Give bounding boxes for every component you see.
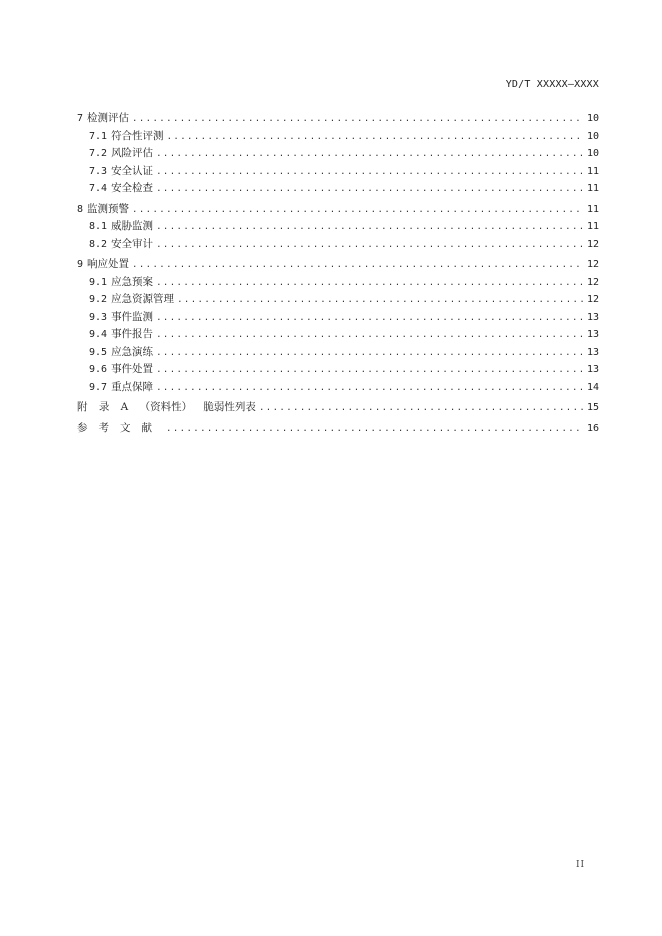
toc-entry[interactable] — [77, 110, 599, 128]
toc-entry-page: 10 — [586, 113, 599, 124]
toc-entry-number: 7.2 — [89, 148, 108, 159]
toc-entry-page: 12 — [586, 259, 599, 270]
toc-entry-page: 15 — [586, 402, 599, 413]
toc-entry-title: 响应处置 — [87, 258, 130, 270]
toc-entry[interactable] — [77, 128, 599, 146]
toc-entry-title: 威胁监测 — [111, 220, 154, 232]
table-of-contents — [77, 110, 599, 437]
toc-entry-references[interactable] — [77, 420, 599, 438]
toc-entry-page: 12 — [586, 238, 599, 250]
dot-leader — [132, 202, 584, 220]
toc-entry-page: 11 — [586, 165, 599, 177]
toc-entry-number: 9 — [77, 259, 84, 270]
dot-leader — [156, 380, 584, 398]
toc-entry-page: 10 — [586, 148, 599, 159]
toc-entry-page: 11 — [586, 221, 599, 232]
dot-leader — [132, 111, 584, 129]
toc-entry-number: 9.6 — [89, 364, 108, 375]
toc-entry-page: 13 — [586, 364, 599, 375]
toc-entry-title: 事件处置 — [111, 363, 154, 375]
toc-entry-title: 应急资源管理 — [111, 293, 175, 305]
dot-leader — [167, 129, 584, 147]
toc-entry-number: 9.2 — [89, 294, 108, 305]
toc-entry-title: 安全检查 — [111, 182, 154, 194]
toc-entry-title: 安全审计 — [111, 237, 154, 250]
toc-entry[interactable] — [77, 180, 599, 198]
dot-leader — [156, 146, 584, 164]
toc-entry-number: 8 — [77, 203, 84, 215]
toc-entry-number: 9.5 — [89, 346, 108, 358]
toc-entry-number: 7 — [77, 113, 84, 124]
toc-entry-title: 安全认证 — [111, 164, 154, 177]
dot-leader — [259, 400, 584, 418]
toc-entry-page: 11 — [586, 183, 599, 194]
toc-entry-number: 9.4 — [89, 329, 108, 340]
toc-entry[interactable] — [77, 201, 599, 219]
toc-entry-page: 11 — [586, 203, 599, 215]
toc-entry-number: 7.4 — [89, 183, 108, 194]
dot-leader — [177, 292, 584, 310]
dot-leader — [132, 257, 584, 275]
toc-entry[interactable] — [77, 291, 599, 309]
dot-leader — [156, 310, 584, 328]
toc-entry[interactable] — [77, 274, 599, 292]
toc-entry-title: 风险评估 — [111, 147, 154, 159]
standard-number-header: YD/T XXXXX—XXXX — [505, 79, 599, 90]
toc-entry[interactable] — [77, 218, 599, 236]
dot-leader — [156, 164, 584, 182]
dot-leader — [166, 421, 584, 439]
toc-entry-page: 12 — [586, 276, 599, 288]
toc-entry[interactable] — [77, 361, 599, 379]
toc-entry-number: 7.1 — [89, 130, 108, 142]
toc-entry-number: 9.7 — [89, 381, 108, 393]
toc-entry[interactable] — [77, 256, 599, 274]
toc-entry-number: 8.2 — [89, 238, 108, 250]
toc-entry[interactable] — [77, 326, 599, 344]
toc-entry-page: 14 — [586, 381, 599, 393]
dot-leader — [156, 181, 584, 199]
toc-entry-page: 13 — [586, 346, 599, 358]
toc-entry-page: 16 — [586, 422, 599, 434]
toc-entry[interactable] — [77, 163, 599, 181]
toc-entry-page: 13 — [586, 329, 599, 340]
toc-entry-number: 8.1 — [89, 221, 108, 232]
page-number: II — [576, 860, 586, 870]
toc-entry[interactable] — [77, 379, 599, 397]
toc-entry-title: 应急预案 — [111, 275, 154, 288]
toc-entry-title: 符合性评测 — [111, 129, 164, 142]
toc-entry-title: 事件报告 — [111, 328, 154, 340]
toc-entry[interactable] — [77, 236, 599, 254]
toc-entry[interactable] — [77, 344, 599, 362]
toc-entry-title: 检测评估 — [87, 112, 130, 124]
toc-entry-title: 应急演练 — [111, 345, 154, 358]
toc-entry-number: 7.3 — [89, 165, 108, 177]
toc-entry-appendix-a[interactable] — [77, 399, 599, 417]
dot-leader — [156, 237, 584, 255]
toc-entry-page: 12 — [586, 294, 599, 305]
toc-entry-title: 监测预警 — [87, 202, 130, 215]
toc-entry-page: 13 — [586, 311, 599, 323]
toc-entry-title: 事件监测 — [111, 310, 154, 323]
toc-entry-title: 重点保障 — [111, 380, 154, 393]
dot-leader — [156, 345, 584, 363]
toc-entry-number: 9.3 — [89, 311, 108, 323]
dot-leader — [156, 362, 584, 380]
dot-leader — [156, 219, 584, 237]
toc-entry-title: 参考文献 — [77, 421, 163, 434]
dot-leader — [156, 275, 584, 293]
toc-entry[interactable] — [77, 145, 599, 163]
toc-entry-page: 10 — [586, 130, 599, 142]
toc-entry-number: 9.1 — [89, 276, 108, 288]
toc-entry-title: 附 录 A （资料性） 脆弱性列表 — [77, 401, 256, 413]
dot-leader — [156, 327, 584, 345]
toc-entry[interactable] — [77, 309, 599, 327]
